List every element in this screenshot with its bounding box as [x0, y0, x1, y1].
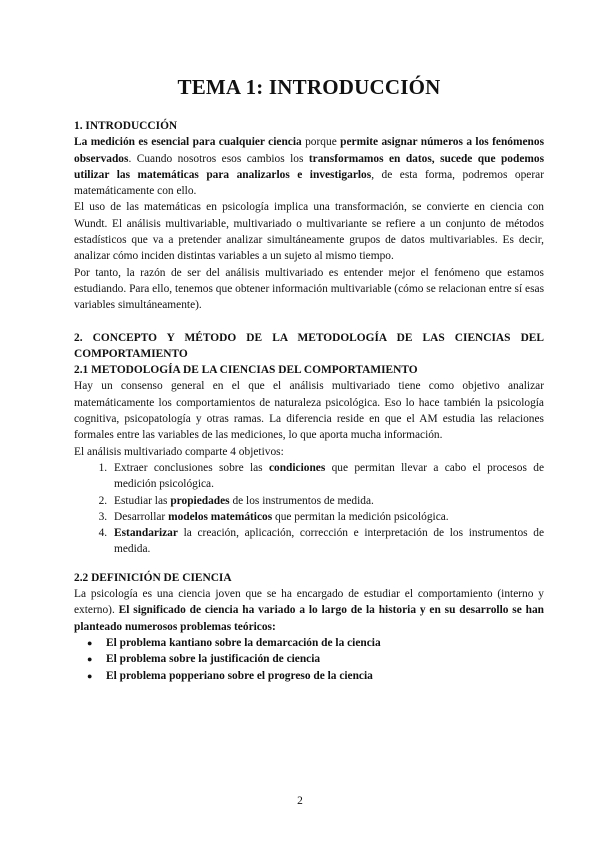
problem-item: ● El problema kantiano sobre la demarcación de la ciencia: [106, 635, 544, 651]
text-run: El significado de ciencia ha variado a lo largo de la historia y en su desarrollo se han planteado numerosos problemas teóricos:: [74, 604, 544, 633]
problems-list: [74, 635, 544, 684]
section-2-2-paragraph-1: [74, 586, 544, 635]
text-run: transformamos en datos, sucede que podemos utilizar las matemáticas para analizarlos e investigarlos: [74, 152, 545, 181]
page-title: TEMA 1: INTRODUCCIÓN: [177, 75, 441, 99]
text-run: que permitan la medición psicológica.: [272, 510, 449, 523]
objectives-list: [74, 460, 544, 558]
text-run: La psicología es una ciencia joven que se ha encargado de estudiar el comportamiento (interno y externo).: [74, 588, 544, 617]
text-run: Desarrollar: [114, 510, 169, 523]
section-1-paragraph-1: [74, 134, 544, 199]
objective-item: [110, 493, 544, 509]
section-2-1-paragraph-1: Hay un consenso general en el que el análisis multivariado tiene como objetivo analizar matemáticamente los comportamientos de naturaleza psicológica. Eso lo hace también la psicología cognitiva, psicopatología y otras ramas. La diferencia reside en que el AM estudia las relaciones formales entre las variables de las mediciones, lo que aporta mucha información.: [74, 380, 544, 442]
section-1-paragraph-3: Por tanto, la razón de ser del análisis multivariado es entender mejor el fenómeno que estamos estudiando. Para ello, tenemos que obtener información multivariable (cómo se relacionan entre sí esas variables simultáneamente).: [74, 266, 544, 312]
text-run: Estandarizar: [114, 527, 178, 540]
text-run: de los instrumentos de medida.: [229, 494, 374, 507]
section-2-1-heading: 2.1 METODOLOGÍA DE LA CIENCIAS DEL COMPORTAMIENTO: [74, 364, 418, 377]
objective-item: [110, 525, 544, 558]
text-run: la creación, aplicación, corrección e interpretación de los instrumentos de medida.: [114, 527, 544, 556]
text-run: permite asignar números a los fenómenos observados: [74, 136, 545, 165]
section-2-1-paragraph-2: El análisis multivariado comparte 4 objetivos:: [74, 445, 284, 458]
page-content: [74, 74, 544, 684]
text-run: propiedades: [170, 494, 230, 507]
page-number: 2: [297, 795, 303, 807]
section-2-heading: 2. CONCEPTO Y MÉTODO DE LA METODOLOGÍA DE LAS CIENCIAS DEL COMPORTAMIENTO: [74, 331, 544, 360]
problem-item: ● El problema sobre la justificación de ciencia: [106, 651, 544, 667]
text-run: , de esta forma, podremos operar matemáticamente con ello.: [74, 168, 544, 198]
text-run: condiciones: [268, 461, 326, 474]
text-run: Estudiar las: [114, 494, 171, 507]
section-1-heading: 1. INTRODUCCIÓN: [74, 120, 178, 132]
text-run: porque: [301, 136, 341, 149]
text-run: La medición es esencial para cualquier ciencia: [74, 136, 302, 149]
problem-item: ● El problema popperiano sobre el progreso de la ciencia: [106, 668, 544, 684]
text-run: . Cuando nosotros esos cambios los: [128, 152, 309, 165]
text-run: modelos matemáticos: [168, 510, 273, 523]
section-2-2-heading: 2.2 DEFINICIÓN DE CIENCIA: [74, 571, 232, 584]
section-1-paragraph-2: El uso de las matemáticas en psicología implica una transformación, se convierte en ciencia con Wundt. El análisis multivariable, multivariado o multivariante se refiere a un conjunto de métodos estadísticos que va a pretender analizar simultáneamente grupos de datos multivariables. Es decir, analizar cómo inciden distintas variables a un sujeto al mismo tiempo.: [74, 201, 544, 263]
text-run: Extraer conclusiones sobre las: [114, 461, 269, 474]
text-run: que permitan llevar a cabo el procesos de medición psicológica.: [114, 461, 545, 491]
objective-item: [110, 509, 544, 525]
objective-item: [110, 460, 544, 493]
